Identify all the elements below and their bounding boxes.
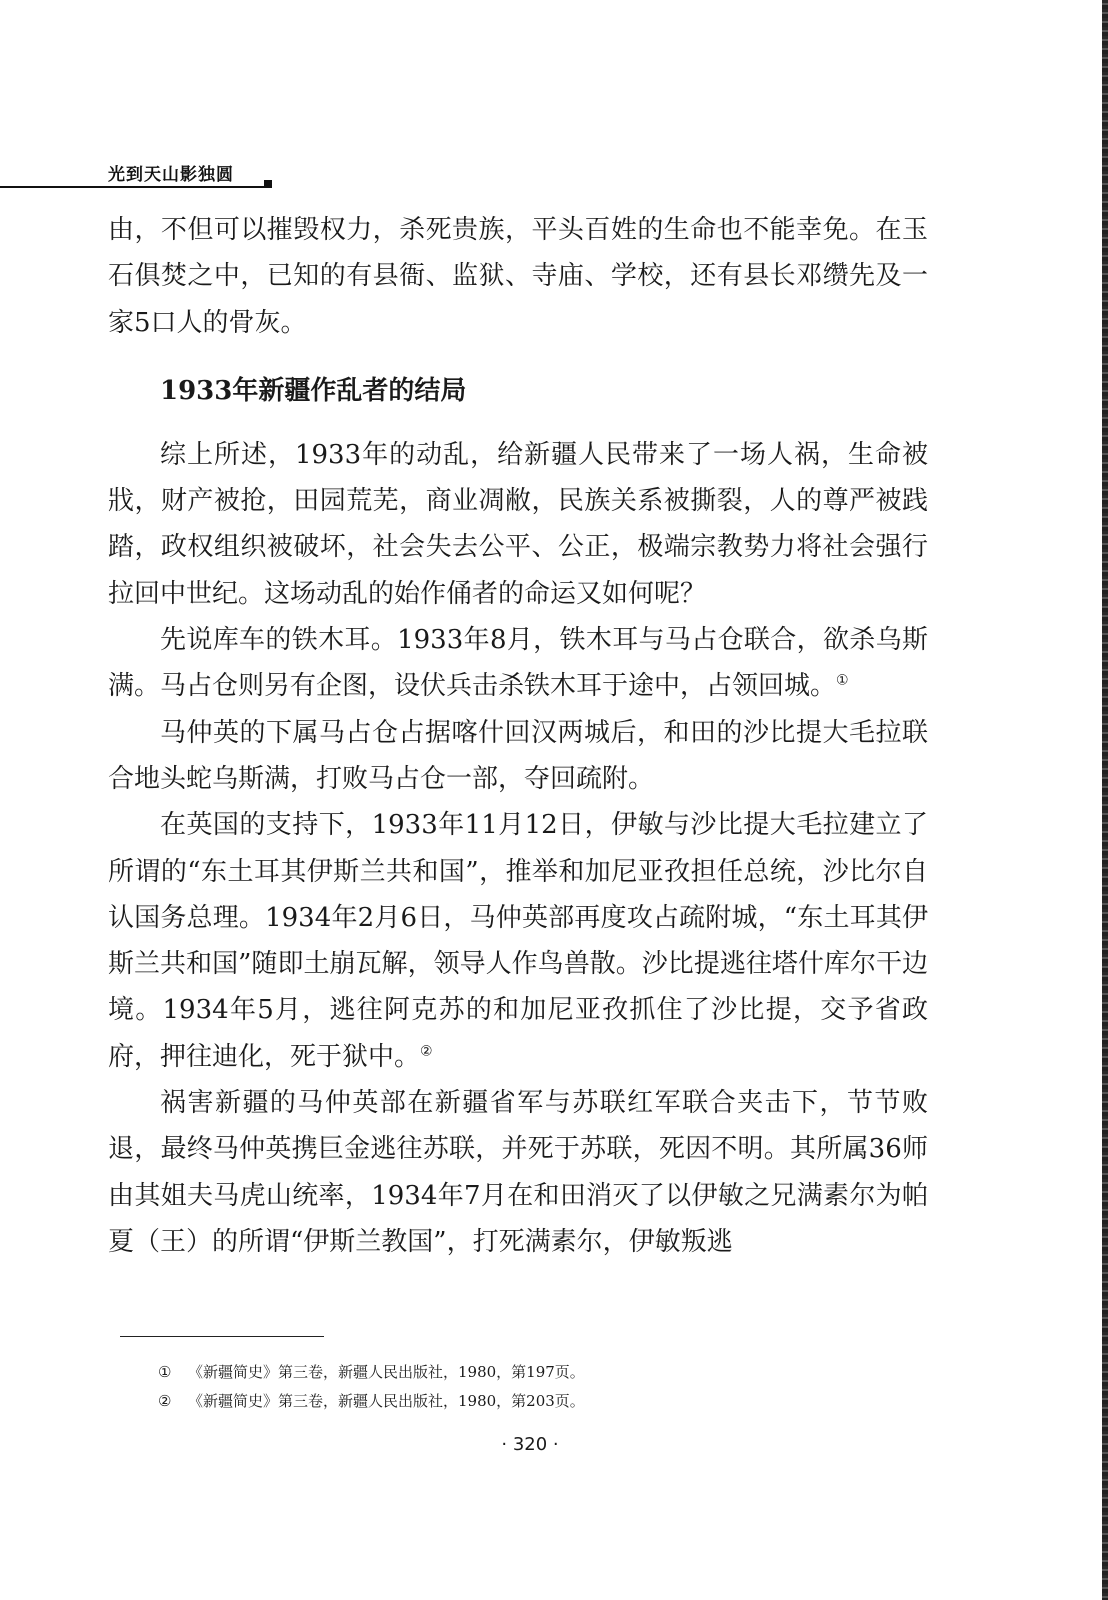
running-header-title: 光到天山影独圆	[108, 165, 234, 185]
header-rule	[0, 186, 264, 188]
paragraph-text: 先说库车的铁木耳。1933年8月，铁木耳与马占仓联合，欲杀乌斯满。马占仓则另有企图，设伏兵击杀铁木耳于途中，占领回城。	[108, 625, 928, 702]
page-edge-shadow	[1102, 0, 1108, 1600]
paragraph: 马仲英的下属马占仓占据喀什回汉两城后，和田的沙比提大毛拉联合地头蛇乌斯满，打败马占仓一部，夺回疏附。	[108, 717, 928, 794]
body-text	[108, 207, 928, 1265]
paragraph: 综上所述，1933年的动乱，给新疆人民带来了一场人祸，生命被戕，财产被抢，田园荒芜，商业凋敝，民族关系被撕裂，人的尊严被践踏，政权组织被破坏，社会失去公平、公正，极端宗教势力将社会强行拉回中世纪。这场动乱的始作俑者的命运又如何呢？	[108, 439, 928, 609]
paragraph	[108, 617, 928, 710]
footnotes	[158, 1358, 918, 1416]
footnote-ref-2[interactable]: ②	[420, 1043, 433, 1060]
footnote-ref-1[interactable]: ①	[836, 672, 849, 689]
footnote-2	[158, 1387, 918, 1416]
footnote-text: 《新疆简史》第三卷，新疆人民出版社，1980，第203页。	[188, 1392, 585, 1410]
footnote-mark: ②	[158, 1392, 172, 1410]
paragraph-continued: 由，不但可以摧毁权力，杀死贵族，平头百姓的生命也不能幸免。在玉石俱焚之中，已知的有县衙、监狱、寺庙、学校，还有县长邓缵先及一家5口人的骨灰。	[108, 215, 928, 338]
paragraph	[108, 802, 928, 1080]
running-header	[0, 160, 280, 190]
footnote-text: 《新疆简史》第三卷，新疆人民出版社，1980，第197页。	[188, 1363, 585, 1381]
header-square-mark	[264, 180, 272, 188]
footnote-rule	[120, 1336, 324, 1337]
paragraph-text: 在英国的支持下，1933年11月12日，伊敏与沙比提大毛拉建立了所谓的“东土耳其伊斯兰共和国”，推举和加尼亚孜担任总统，沙比尔自认国务总理。1934年2月6日，马仲英部再度攻占疏附城，“东土耳其伊斯兰共和国”随即土崩瓦解，领导人作鸟兽散。沙比提逃往塔什库尔干边境。1934年5月，逃往阿克苏的和加尼亚孜抓住了沙比提，交予省政府，押往迪化，死于狱中。	[108, 810, 928, 1072]
section-heading: 1933年新疆作乱者的结局	[160, 375, 467, 406]
footnote-mark: ①	[158, 1363, 172, 1381]
page-number: · 320 ·	[501, 1434, 559, 1455]
footnote-1	[158, 1358, 918, 1387]
paragraph: 祸害新疆的马仲英部在新疆省军与苏联红军联合夹击下，节节败退，最终马仲英携巨金逃往苏联，并死于苏联，死因不明。其所属36师由其姐夫马虎山统率，1934年7月在和田消灭了以伊敏之兄满素尔为帕夏（王）的所谓“伊斯兰教国”，打死满素尔，伊敏叛逃	[108, 1088, 928, 1257]
